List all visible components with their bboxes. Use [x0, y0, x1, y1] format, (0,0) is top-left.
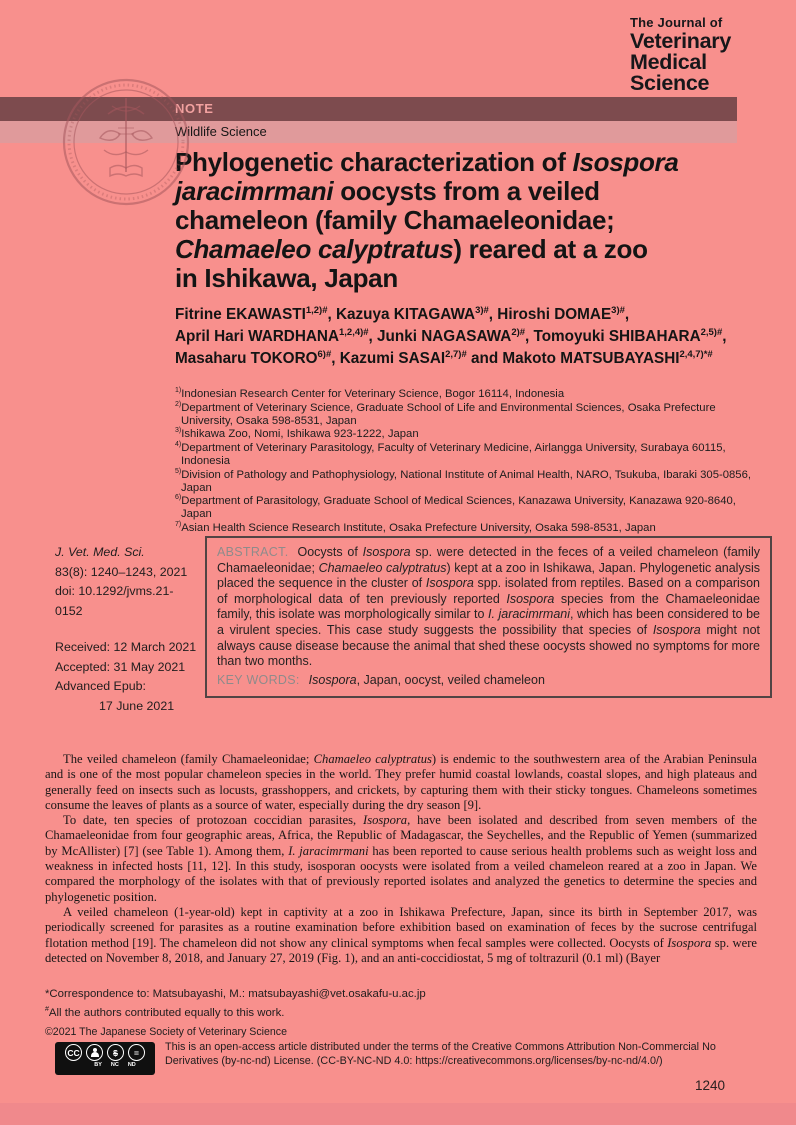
by-person-icon: [86, 1044, 103, 1061]
keywords-line: KEY WORDS: Isospora, Japan, oocyst, veiled chameleon: [217, 672, 545, 687]
cc-badge-labels: BY NC ND: [94, 1062, 136, 1068]
bottom-band: [0, 1103, 796, 1125]
affiliation-list: [175, 388, 767, 536]
author-line: Masaharu $TOKORO^{6)\#}$, Kazumi $SASAI^{2,7)\#}$ and Makoto $MATSUBAYASHI^{2,4,7)*\#}$: [175, 348, 713, 367]
note-label: NOTE: [175, 101, 214, 116]
body-paragraph: To date, ten species of protozoan coccidian parasites, Isospora, have been isolated and described from seven members of the Chamaeleonidae from four geographic areas, Africa, the Republic of Madagascar, the Seychelles, and the Republic of Yemen (summarized by McAllister) [7] (see Table 1). Among them, I. jaracimrmani has been reported to cause serious health problems such as weight loss and weakness in infected hosts [11, 12]. In this study, isosporan oocysts were isolated from a veiled chameleon reared at a zoo in Japan. We compared the morphology of the isolates with that of previously reported isolates and analyzed the genetics to determine the species and phylogenetic position.: [45, 813, 757, 904]
section-label: Wildlife Science: [175, 124, 267, 139]
epub-label: Advanced Epub:: [55, 679, 146, 693]
journal-logo: [630, 16, 731, 94]
journal-logo-line: Science: [630, 71, 710, 96]
epub-date: 17 June 2021: [99, 698, 175, 713]
correspondence-note: *Correspondence to: Matsubayashi, M.: matsubayashi@vet.osakafu-u.ac.jp: [45, 988, 426, 1000]
affiliation: $^{6)}$Department of Parasitology, Graduate School of Medical Sciences, Kanazawa University, Kanazawa 920-8640, Japan: [175, 494, 736, 521]
affiliation: $^{3)}$Ishikawa Zoo, Nomi, Ishikawa 923-1222, Japan: [175, 427, 419, 441]
nc-dollar-icon: $: [107, 1044, 124, 1061]
received-date: Received: 12 March 2021: [55, 640, 197, 654]
affiliation: $^{5)}$Division of Pathology and Pathophysiology, National Institute of Animal Health, NARO, Tsukuba, Ibaraki 305-0856, Japan: [175, 467, 752, 494]
society-seal-icon: [60, 76, 192, 208]
author-line: Fitrine $EKAWASTI^{1,2)\#}$, Kazuya $KITAGAWA^{3)\#}$, Hiroshi $DOMAE^{3)\#}$,: [175, 304, 630, 323]
article-title: Phylogenetic characterization of Isospora jaracimrmani oocysts from a veiled chameleon (family Chamaeleonidae; Chamaeleo calyptratus) reared at a zoo in Ishikawa, Japan: [175, 147, 679, 293]
journal-abbreviation: J. Vet. Med. Sci.: [55, 545, 145, 559]
affiliation: $^{4)}$Department of Veterinary Parasitology, Faculty of Veterinary Medicine, Airlangga University, Surabaya 60115, Indonesia: [175, 441, 726, 467]
nd-equals-icon: =: [128, 1044, 145, 1061]
doi: doi: 10.1292/jvms.21-0152: [55, 584, 174, 618]
author-list: [175, 304, 775, 370]
license-block: [55, 1040, 755, 1068]
citation-block: [55, 543, 200, 716]
body-paragraph: The veiled chameleon (family Chamaeleonidae; Chamaeleo calyptratus) is endemic to the southwestern area of the Arabian Peninsula and is one of the most popular chameleon species in the world. They prefer humid coastal lowlands, coastal slopes, and high plateaus and generally feed on insects such as locusts, grasshoppers, and crickets, by capturing them with their sticky tongues. Chameleons sometimes consume the leaves of plants as a source of water, especially during the dry season [9].: [45, 752, 757, 812]
accepted-date: Accepted: 31 May 2021: [55, 659, 186, 674]
article-body: [45, 752, 757, 966]
abstract-text: ABSTRACT. Oocysts of Isospora sp. were detected in the feces of a veiled chameleon (family Chamaeleonidae; Chamaeleo calyptratus) kept at a zoo in Ishikawa, Japan. Phylogenetic analysis placed the sequence in the cluster of Isospora spp. isolated from reptiles. Based on a comparison of morphological data of ten previously reported Isospora species from the Chamaeleonidae family, this isolate was morphologically similar to I. jaracimrmani, which has been considered to be a virulent species. This case study suggests the possibility that species of Isospora might not always cause disease because the animal that shed these oocysts showed no symptoms for more than two months.: [217, 545, 761, 669]
keywords-label: KEY WORDS:: [217, 672, 300, 687]
abstract-box: [205, 536, 772, 698]
journal-logo-line: The Journal of: [630, 15, 723, 30]
cc-license-badge: [55, 1042, 155, 1075]
journal-logo-line: Medical: [630, 50, 707, 75]
footnotes: [45, 988, 757, 1045]
affiliation: $^{2)}$Department of Veterinary Science, Graduate School of Life and Environmental Sciences, Osaka Prefecture University, Osaka 598-8531, Japan: [175, 400, 716, 427]
volume-pages: 83(8): 1240–1243, 2021: [55, 564, 188, 579]
copyright-note: ©2021 The Japanese Society of Veterinary Science: [45, 1026, 288, 1038]
page-number: 1240: [694, 1078, 726, 1093]
body-paragraph: A veiled chameleon (1-year-old) kept in captivity at a zoo in Ishikawa Prefecture, Japan, since its birth in September 2017, was periodically screened for parasites as a routine examination before exhibition based on examination of feces by the sucrose centrifugal flotation method [19]. The chameleon did not show any clinical symptoms when fecal samples were collected. Oocysts of Isospora sp. were detected on November 8, 2018, and January 27, 2019 (Fig. 1), and an anti-coccidiostat, 5 mg of toltrazuril (0.1 ml) (Bayer: [45, 904, 757, 965]
journal-logo-line: Veterinary: [630, 29, 731, 53]
license-text: This is an open-access article distributed under the terms of the Creative Commons Attribution Non-Commercial No Derivatives (by-nc-nd) License. (CC-BY-NC-ND 4.0: https://creativecommons.org/licenses/by-nc-nd/4.0/): [165, 1041, 716, 1067]
affiliation: $^{1)}$Indonesian Research Center for Veterinary Science, Bogor 16114, Indonesia: [175, 387, 565, 400]
cc-icon: CC: [65, 1044, 82, 1061]
affiliation: $^{7)}$Asian Health Science Research Institute, Osaka Prefecture University, Osaka 598-8531, Japan: [175, 521, 656, 534]
author-line: April Hari $WARDHANA^{1,2,4)\#}$, Junki $NAGASAWA^{2)\#}$, Tomoyuki $SHIBAHARA^{2,5)\#}$,: [175, 326, 727, 345]
abstract-label: ABSTRACT.: [217, 545, 289, 559]
contribution-note: #All the authors contributed equally to this work.: [45, 1006, 285, 1019]
